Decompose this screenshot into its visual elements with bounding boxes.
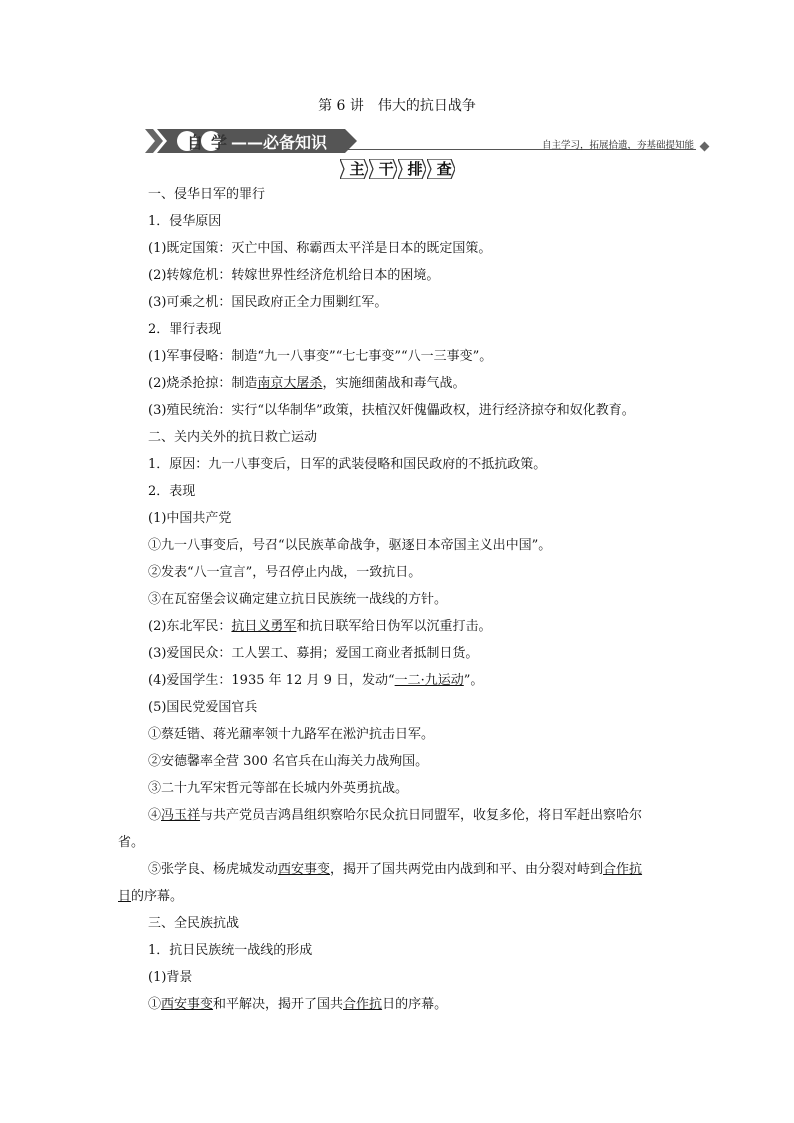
subhead-chevron bbox=[369, 159, 397, 179]
subhead-char: 主 bbox=[349, 160, 365, 178]
text-line: 省。 bbox=[118, 835, 145, 850]
banner-char-2: 学 bbox=[210, 133, 227, 152]
text-line: 2．罪行表现 bbox=[148, 322, 222, 337]
subhead-chevron bbox=[427, 159, 455, 179]
text-line: (1)中国共产党 bbox=[148, 511, 232, 526]
text-line: 一、侵华日军的罪行 bbox=[148, 187, 266, 202]
text-line: ②发表“八一宣言”，号召停止内战，一致抗日。 bbox=[148, 565, 422, 580]
subhead-chevron bbox=[340, 159, 368, 179]
text-line: (4)爱国学生：1935 年 12 月 9 日，发动“一二·九运动”。 bbox=[148, 673, 484, 688]
text-line: (3)爱国民众：工人罢工、募捐；爱国工商业者抵制日货。 bbox=[148, 646, 479, 661]
text-line: 1．原因：九一八事变后，日军的武装侵略和国民政府的不抵抗政策。 bbox=[148, 457, 547, 472]
text-line: (1)背景 bbox=[148, 970, 193, 985]
text-line: 三、全民族抗战 bbox=[148, 916, 240, 931]
text-line: (1)军事侵略：制造“九一八事变”“七七事变”“八一三事变”。 bbox=[148, 349, 493, 364]
text-line: (2)东北军民：抗日义勇军和抗日联军给日伪军以沉重打击。 bbox=[148, 619, 492, 634]
page-title: 第 6 讲 伟大的抗日战争 bbox=[318, 98, 476, 114]
text-line: (3)可乘之机：国民政府正全力围剿红军。 bbox=[148, 295, 388, 310]
subsection-header bbox=[340, 159, 451, 181]
text-line: (3)殖民统治：实行“以华制华”政策，扶植汉奸傀儡政权，进行经济掠夺和奴化教育。 bbox=[148, 403, 635, 418]
text-line: ⑤张学良、杨虎城发动西安事变，揭开了国共两党由内战到和平、由分裂对峙到合作抗 bbox=[148, 862, 643, 877]
text-line: ③二十九军宋哲元等部在长城内外英勇抗战。 bbox=[148, 781, 409, 796]
text-line: (2)转嫁危机：转嫁世界性经济危机给日本的困境。 bbox=[148, 268, 440, 283]
text-line: ①九一八事变后，号召“以民族革命战争，驱逐日本帝国主义出中国”。 bbox=[148, 538, 552, 553]
section-banner bbox=[145, 127, 708, 155]
banner-title bbox=[183, 130, 327, 153]
banner-diamond-icon bbox=[700, 142, 710, 152]
text-line: 1．抗日民族统一战线的形成 bbox=[148, 943, 313, 958]
subhead-char: 排 bbox=[407, 160, 423, 178]
text-line: ③在瓦窑堡会议确定建立抗日民族统一战线的方针。 bbox=[148, 592, 448, 607]
banner-rest: ——必备知识 bbox=[231, 133, 328, 152]
text-line: 日的序幕。 bbox=[118, 889, 184, 904]
text-line: ①西安事变和平解决，揭开了国共合作抗日的序幕。 bbox=[148, 997, 448, 1012]
text-line: (5)国民党爱国官兵 bbox=[148, 700, 258, 715]
subhead-char: 干 bbox=[378, 160, 394, 178]
text-line: ①蔡廷锴、蒋光鼐率领十九路军在淞沪抗击日军。 bbox=[148, 727, 435, 742]
text-line: 二、关内关外的抗日救亡运动 bbox=[148, 430, 318, 445]
banner-char-1: 自 bbox=[186, 133, 203, 152]
subhead-char: 查 bbox=[436, 160, 452, 178]
text-line: (2)烧杀抢掠：制造南京大屠杀，实施细菌战和毒气战。 bbox=[148, 376, 466, 391]
subhead-chevron bbox=[398, 159, 426, 179]
banner-tagline: 自主学习，拓展拾遗，夯基础提知能 bbox=[541, 140, 694, 151]
text-line: (1)既定国策：灭亡中国、称霸西太平洋是日本的既定国策。 bbox=[148, 241, 492, 256]
text-line: 2．表现 bbox=[148, 484, 196, 499]
text-line: ④冯玉祥与共产党员吉鸿昌组织察哈尔民众抗日同盟军，收复多伦，将日军赶出察哈尔 bbox=[148, 808, 643, 823]
text-line: ②安德馨率全营 300 名官兵在山海关力战殉国。 bbox=[148, 754, 429, 769]
text-line: 1．侵华原因 bbox=[148, 214, 222, 229]
